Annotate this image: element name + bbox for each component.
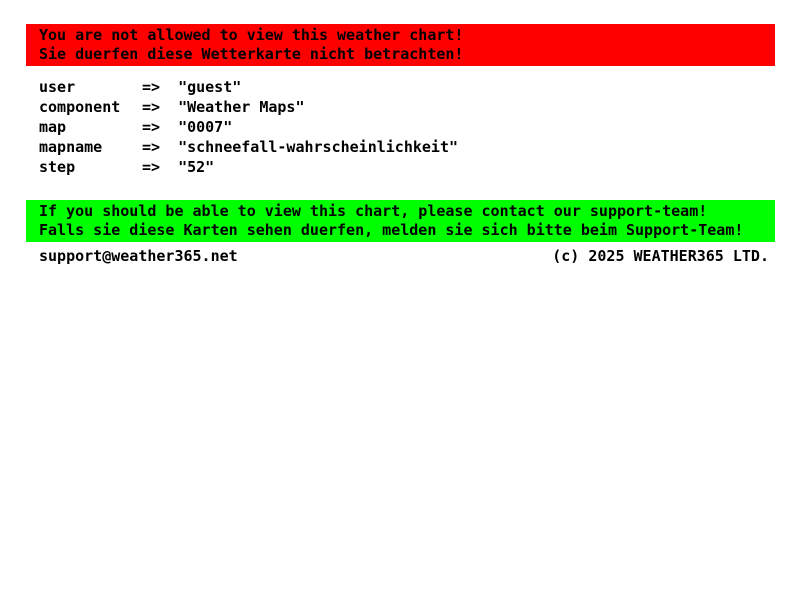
support-email: support@weather365.net: [39, 247, 238, 265]
support-info-line-de: Falls sie diese Karten sehen duerfen, melden sie sich bitte beim Support-Team!: [39, 221, 744, 239]
detail-key: step: [39, 158, 76, 176]
detail-arrow: =>: [142, 98, 161, 116]
detail-row-user: [39, 77, 458, 97]
detail-value: "guest": [178, 78, 242, 96]
detail-key: component: [39, 98, 121, 116]
access-denied-banner: [26, 24, 775, 66]
access-denied-line-en: You are not allowed to view this weather chart!: [39, 26, 464, 44]
detail-value: "Weather Maps": [178, 98, 305, 116]
detail-key: user: [39, 78, 76, 96]
support-info-banner: [26, 200, 775, 242]
access-denied-line-de: Sie duerfen diese Wetterkarte nicht betrachten!: [39, 45, 464, 63]
detail-key: mapname: [39, 138, 103, 156]
detail-value: "52": [178, 158, 215, 176]
copyright-notice: (c) 2025 WEATHER365 LTD.: [552, 247, 769, 265]
detail-arrow: =>: [142, 158, 161, 176]
detail-value: "schneefall-wahrscheinlichkeit": [178, 138, 459, 156]
footer: [26, 246, 775, 266]
detail-value: "0007": [178, 118, 233, 136]
detail-row-map: [39, 117, 458, 137]
detail-key: map: [39, 118, 67, 136]
support-info-line-en: If you should be able to view this chart, please contact our support-team!: [39, 202, 708, 220]
detail-row-component: [39, 97, 458, 117]
request-details: [39, 77, 458, 177]
detail-row-step: [39, 157, 458, 177]
detail-arrow: =>: [142, 78, 161, 96]
detail-arrow: =>: [142, 138, 161, 156]
detail-arrow: =>: [142, 118, 161, 136]
detail-row-mapname: [39, 137, 458, 157]
